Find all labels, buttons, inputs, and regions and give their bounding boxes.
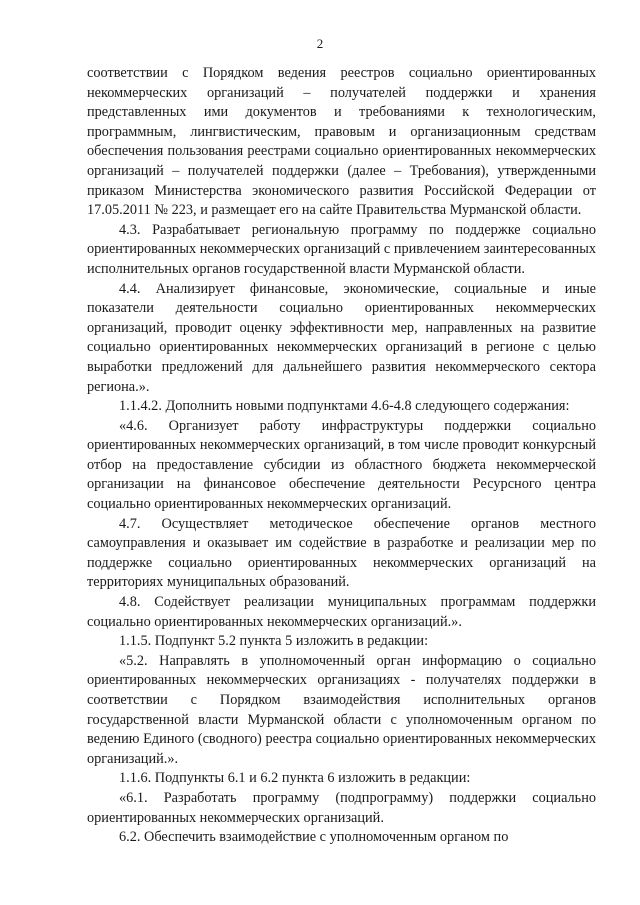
paragraph: «6.1. Разработать программу (подпрограмму) поддержки социально ориентированных некоммерческих организаций. xyxy=(87,789,596,826)
paragraph: 1.1.6. Подпункты 6.1 и 6.2 пункта 6 изложить в редакции: xyxy=(119,770,471,787)
paragraph: 6.2. Обеспечить взаимодействие с уполномоченным органом по xyxy=(119,829,509,846)
paragraph: «4.6. Организует работу инфраструктуры поддержки социально ориентированных некоммерческих организаций, в том числе проводит конкурсный отбор на предоставление субсидии из областного бюджета некоммерческой организации на финансовое обеспечение деятельности Ресурсного центра социально ориентированных некоммерческих организаций. xyxy=(87,417,596,513)
paragraph: 4.7. Осуществляет методическое обеспечение органов местного самоуправления и оказывает им содействие в разработке и реализации мер по поддержке социально ориентированных некоммерческих организаций на территориях муниципальных образований. xyxy=(87,515,596,591)
paragraph: 4.8. Содействует реализации муниципальных программам поддержки социально ориентированных некоммерческих организаций.». xyxy=(87,594,596,630)
paragraph: 4.4. Анализирует финансовые, экономические, социальные и иные показатели деятельности социально ориентированных некоммерческих организаций, проводит оценку эффективности мер, направленных на развитие социально ориентированных некоммерческих организаций в регионе с целью выработки предложений для дальнейшего развития некоммерческого сектора региона.». xyxy=(87,280,596,395)
paragraph: «5.2. Направлять в уполномоченный орган информацию о социально ориентированных некоммерческих организациях - получателях поддержки в соответствии с Порядком взаимодействия исполнительных органов государственной власти Мурманской области с уполномоченным органом по ведению Единого (сводного) реестра социально ориентированных некоммерческих организаций.». xyxy=(87,652,596,767)
page-number: 2 xyxy=(316,36,324,51)
paragraph: 1.1.4.2. Дополнить новыми подпунктами 4.6-4.8 следующего содержания: xyxy=(119,398,570,415)
paragraph: 4.3. Разрабатывает региональную программу по поддержке социально ориентированных некоммерческих организаций с привлечением заинтересованных исполнительных органов государственной власти Мурманской области. xyxy=(87,221,596,277)
document-body xyxy=(87,64,596,848)
paragraph: соответствии с Порядком ведения реестров социально ориентированных некоммерческих организаций – получателей поддержки и хранения представленных ими документов и требованиями к технологическим, программным, лингвистическим, правовым и организационным средствам обеспечения пользования реестрами социально ориентированных некоммерческих организаций – получателей поддержки (далее – Требования), утвержденными приказом Министерства экономического развития Российской Федерации от 17.05.2011 № 223, и размещает его на сайте Правительства Мурманской области. xyxy=(87,65,596,219)
paragraph: 1.1.5. Подпункт 5.2 пункта 5 изложить в редакции: xyxy=(119,633,429,650)
